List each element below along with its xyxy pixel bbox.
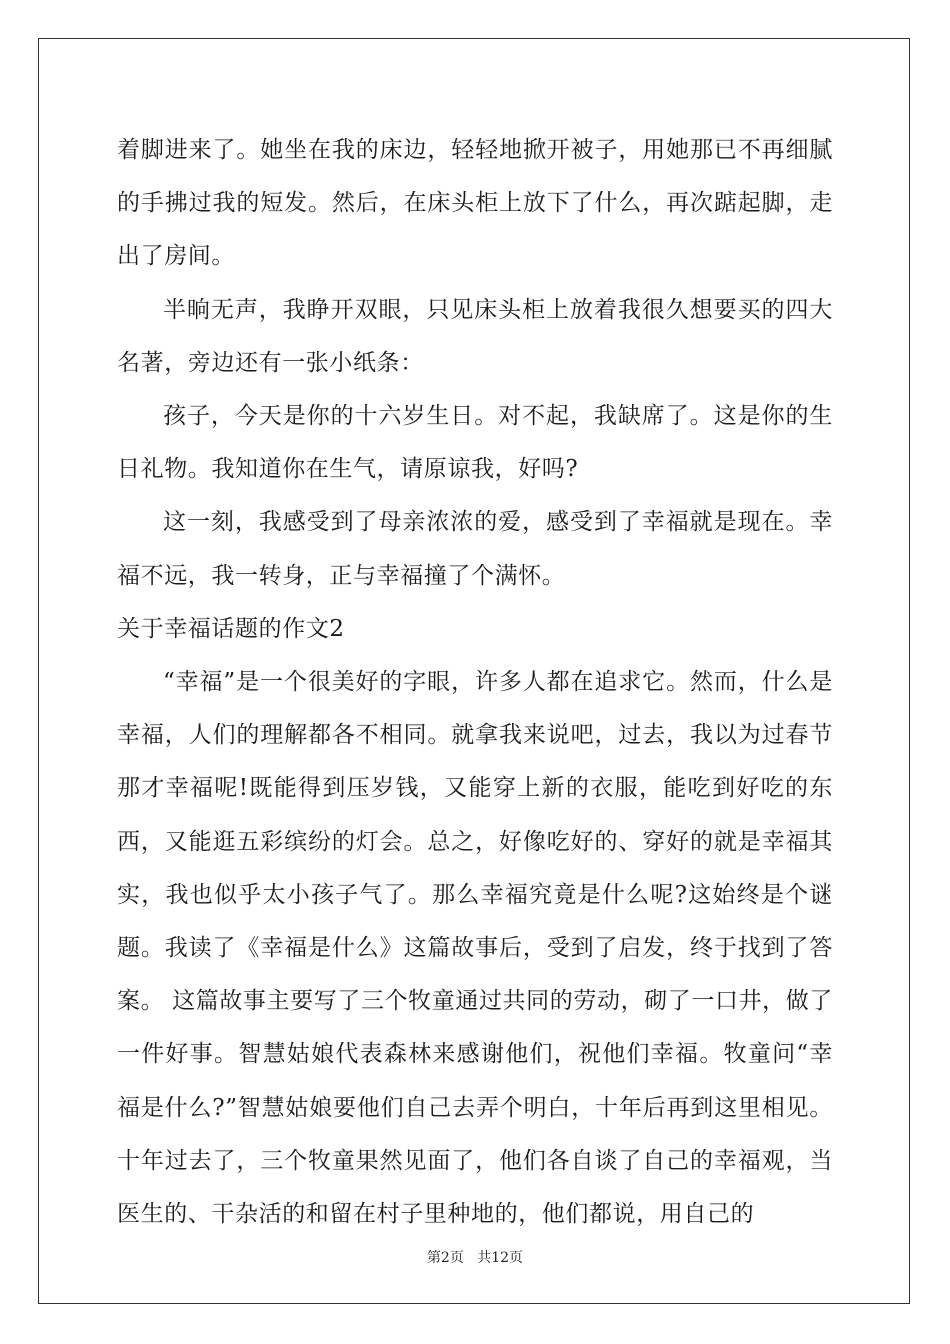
document-body xyxy=(117,124,833,1241)
paragraph-4: 这一刻，我感受到了母亲浓浓的爱，感受到了幸福就是现在。幸福不远，我一转身，正与幸福撞了个满怀。 xyxy=(117,509,833,589)
paragraph-2: 半晌无声，我睁开双眼，只见床头柜上放着我很久想要买的四大名著，旁边还有一张小纸条： xyxy=(117,296,833,376)
paragraph-5: “幸福”是一个很美好的字眼，许多人都在追求它。然而，什么是幸福，人们的理解都各不相同。就拿我来说吧，过去，我以为过春节那才幸福呢!既能得到压岁钱，又能穿上新的衣服，能吃到好吃的东西，又能逛五彩缤纷的灯会。总之，好像吃好的、穿好的就是幸福其实，我也似乎太小孩子气了。那么幸福究竟是什么呢?这始终是个谜题。我读了《幸福是什么》这篇故事后，受到了启发，终于找到了答案。 这篇故事主要写了三个牧童通过共同的劳动，砌了一口井，做了一件好事。智慧姑娘代表森林来感谢他们，祝他们幸福。牧童问“幸福是什么?”智慧姑娘要他们自己去弄个明白，十年后再到这里相见。十年过去了，三个牧童果然见面了，他们各自谈了自己的幸福观，当医生的、干杂活的和留在村子里种地的，他们都说，用自己的 xyxy=(117,669,833,1228)
paragraph-3: 孩子，今天是你的十六岁生日。对不起，我缺席了。这是你的生日礼物。我知道你在生气，请原谅我，好吗? xyxy=(117,403,833,483)
paragraph-1: 着脚进来了。她坐在我的床边，轻轻地掀开被子，用她那已不再细腻的手拂过我的短发。然后，在床头柜上放下了什么，再次踮起脚，走出了房间。 xyxy=(117,137,833,270)
page-footer xyxy=(0,1247,950,1267)
page-total: 共12页 xyxy=(477,1250,524,1266)
page-number: 第2页 xyxy=(426,1250,464,1266)
section-heading: 关于幸福话题的作文2 xyxy=(117,615,345,642)
